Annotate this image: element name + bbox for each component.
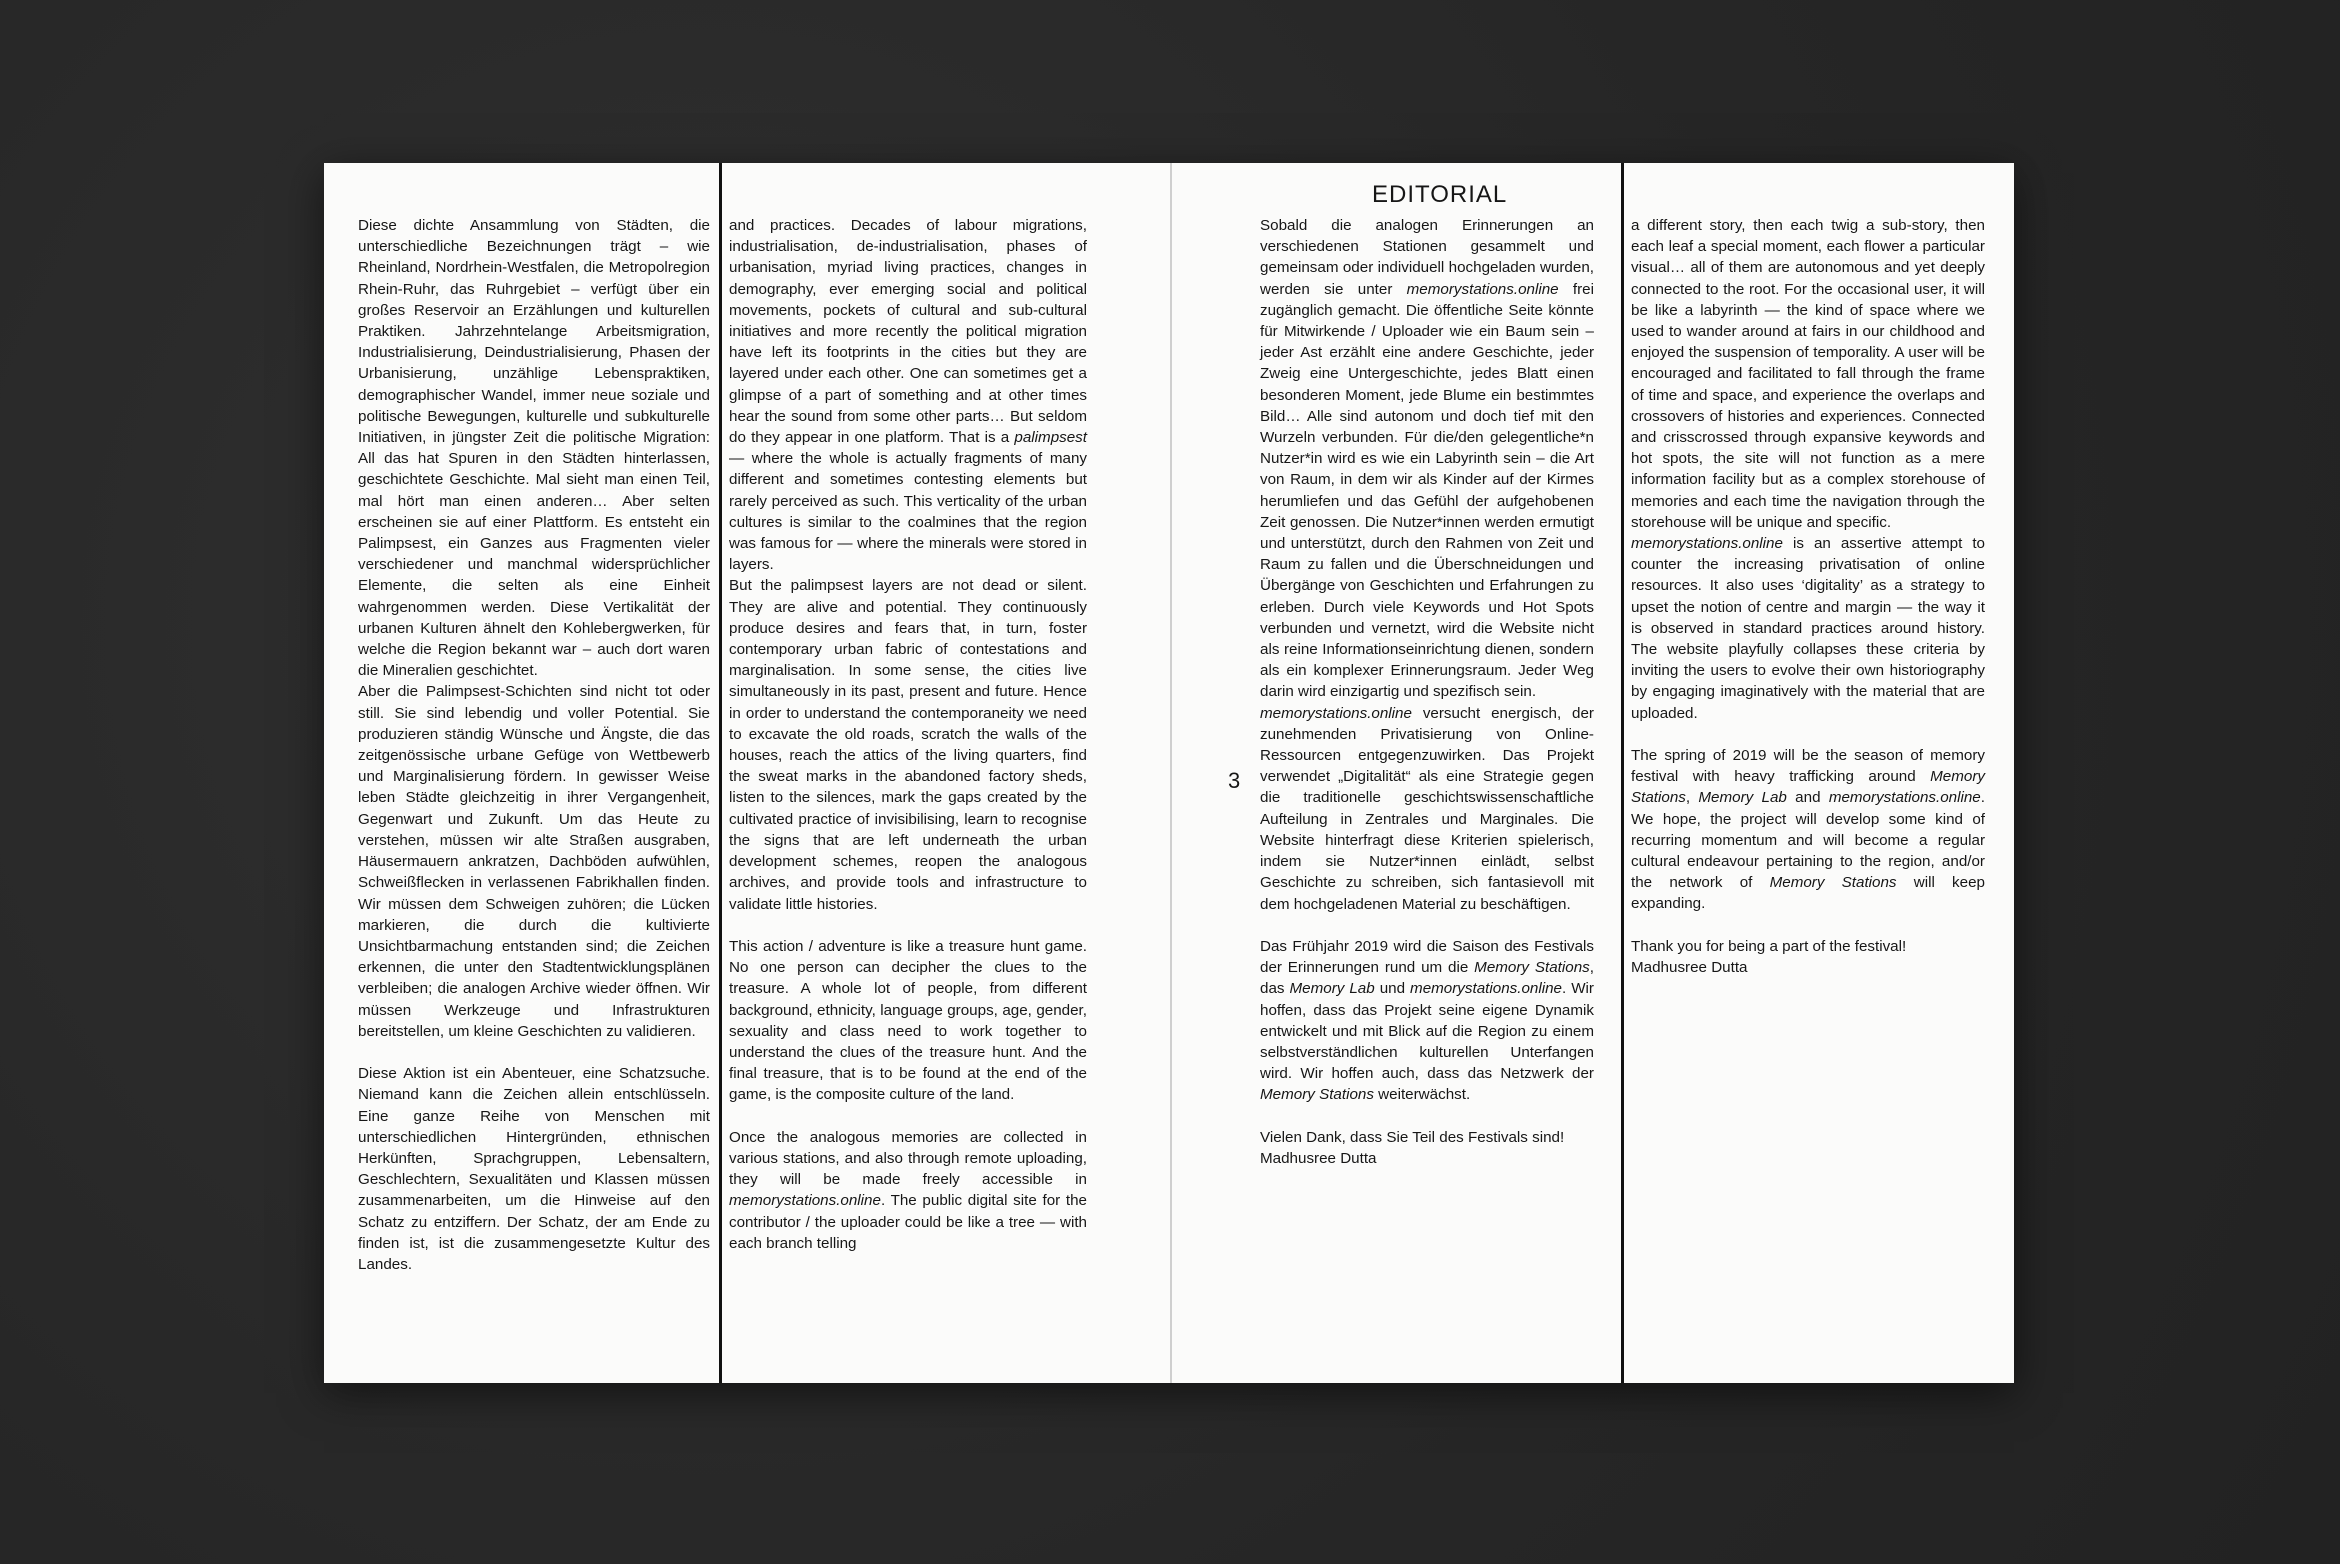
magazine-spread bbox=[324, 163, 2014, 1383]
paragraph: Diese Aktion ist ein Abenteuer, eine Schatzsuche. Niemand kann die Zeichen allein entschlüsseln. Eine ganze Reihe von Menschen mit unterschiedlichen Hintergründen, ethnischen Herkünften, Sprachgruppen, Lebensaltern, Geschlechtern, Sexualitäten und Klassen müssen zusammenarbeiten, um die Hinweise auf den Schatz zu entziffern. Der Schatz, der am Ende zu finden ist, ist die zusammengesetzte Kultur des Landes. bbox=[358, 1065, 710, 1273]
paragraph: Sobald die analogen Erinnerungen an verschiedenen Stationen gesammelt und gemeinsam oder individuell hochgeladen wurden, werden sie unter memorystations.online frei zugänglich gemacht. Die öffentliche Seite könnte für Mitwirkende / Uploader wie ein Baum sein – jeder Ast erzählt eine andere Geschichte, jeder Zweig eine Untergeschichte, jedes Blatt einen besonderen Moment, jede Blume ein bestimmtes Bild… Alle sind autonom und doch tief mit den Wurzeln verbunden. Für die/den gelegentliche*n Nutzer*in wird es wie ein Labyrinth sein – die Art von Raum, in dem wir als Kinder auf der Kirmes herumliefen und das Gefühl der aufgehobenen Zeit genossen. Die Nutzer*innen werden ermutigt und unterstützt, durch den Rahmen von Zeit und Raum zu fallen und die Überschneidungen und Übergänge von Geschichten und Erfahrungen zu erleben. Durch viele Keywords und Hot Spots verbunden und vernetzt, wird die Website nicht als reine Informationseinrichtung dienen, sondern als ein komplexer Erinnerungsraum. Jeder Weg darin wird einzigartig und spezifisch sein. bbox=[1260, 217, 1594, 701]
column-rule-right bbox=[1621, 163, 1624, 1383]
center-gutter bbox=[1170, 163, 1172, 1383]
thanks-line: Thank you for being a part of the festival! bbox=[1631, 937, 1907, 955]
column-rule-left bbox=[719, 163, 722, 1383]
column-english-editorial bbox=[1631, 215, 1985, 978]
thanks-line: Vielen Dank, dass Sie Teil des Festivals sind! bbox=[1260, 1128, 1565, 1146]
paragraph: memorystations.online versucht energisch, der zunehmenden Privatisierung von Online-Ressourcen entgegenzuwirken. Das Projekt verwendet „Digitalität“ als eine Strategie gegen die traditionelle geschichtswissenschaftliche Aufteilung in Zentrales und Marginales. Die Website hinterfragt diese Kriterien spielerisch, indem sie Nutzer*innen einlädt, selbst Geschichte zu schreiben, sich fantasievoll mit dem hochgeladenen Material zu beschäftigen. bbox=[1260, 704, 1594, 913]
paragraph: The spring of 2019 will be the season of memory festival with heavy trafficking around Memory Stations, Memory Lab and memorystations.online. We hope, the project will develop some kind of recurring momentum and will become a regular cultural endeavour pertaining to the region, and/or the network of Memory Stations will keep expanding. bbox=[1631, 747, 1985, 913]
column-german-editorial bbox=[1260, 215, 1594, 1169]
paragraph: Diese dichte Ansammlung von Städten, die unterschiedliche Bezeichnungen trägt – wie Rheinland, Nordrhein-Westfalen, die Metropolregion Rhein-Ruhr, das Ruhrgebiet – verfügt über ein großes Reservoir an Erzählungen und kulturellen Praktiken. Jahrzehntelange Arbeitsmigration, Industrialisierung, Deindustrialisierung, Phasen der Urbanisierung, unzählige Lebenspraktiken, demographischer Wandel, immer neue soziale und politische Bewegungen, kulturelle und subkulturelle Initiativen, in jüngster Zeit die politische Migration: All das hat Spuren in den Städten hinterlassen, geschichtete Geschichte. Mal sieht man einen Teil, mal hört man einen anderen… Aber selten erscheinen sie auf einer Plattform. Es entsteht ein Palimpsest, ein Ganzes aus Fragmenten vieler verschiedener und manchmal widersprüchlicher Elemente, die selten als eine Einheit wahrgenommen werden. Diese Vertikalität der urbanen Kulturen ähnelt den Kohlebergwerken, für welche die Region bekannt war – auch dort waren die Mineralien geschichtet. bbox=[358, 217, 710, 680]
column-english-intro bbox=[729, 215, 1087, 1254]
paragraph: Once the analogous memories are collected in various stations, and also through remote uploading, they will be made freely accessible in memorystations.online. The public digital site for the contributor / the uploader could be like a tree — with each branch telling bbox=[729, 1128, 1087, 1252]
page-title: EDITORIAL bbox=[1372, 181, 1508, 208]
paragraph: memorystations.online is an assertive attempt to counter the increasing privatisation of online resources. It also uses ‘digitality’ as a strategy to upset the notion of centre and margin — the way it is observed in standard practices around history. The website playfully collapses these criteria by inviting the users to evolve their own historiography by engaging imaginatively with the material that are uploaded. bbox=[1631, 535, 1985, 722]
signature: Madhusree Dutta bbox=[1631, 959, 1748, 977]
column-german-intro bbox=[358, 215, 710, 1275]
paragraph: a different story, then each twig a sub-story, then each leaf a special moment, each flower a particular visual… all of them are autonomous and yet deeply connected to the root. For the occasional user, it will be like a labyrinth — the kind of space where we used to wander around at fairs in our childhood and enjoyed the suspension of temporality. A user will be encouraged and facilitated to fall through the frame of time and space, and experience the overlaps and crossovers of histories and experiences. Connected and crisscrossed through expansive keywords and hot spots, the site will not function as a mere information facility but as a complex storehouse of memories and each time the navigation through the storehouse will be unique and specific. bbox=[1631, 217, 1985, 531]
signature: Madhusree Dutta bbox=[1260, 1149, 1377, 1167]
paragraph: and practices. Decades of labour migrations, industrialisation, de-industrialisation, phases of urbanisation, myriad living practices, changes in demography, ever emerging social and political movements, pockets of cultural and sub-cultural initiatives and more recently the political migration have left its footprints in the cities but they are layered under each other. One can sometimes get a glimpse of a part of something and at other times hear the sound from some other parts… But seldom do they appear in one platform. That is a palimpsest — where the whole is actually fragments of many different and sometimes contesting elements but rarely perceived as such. This verticality of the urban cultures is similar to the coalmines that the region was famous for — where the minerals were stored in layers. bbox=[729, 217, 1087, 574]
paragraph: But the palimpsest layers are not dead or silent. They are alive and potential. They continuously produce desires and fears that, in turn, foster contemporary urban fabric of contestations and marginalisation. In some sense, the cities live simultaneously in its past, present and future. Hence in order to understand the contemporaneity we need to excavate the old roads, scratch the walls of the houses, reach the attics of the living quarters, find the sweat marks in the abandoned factory sheds, listen to the silences, mark the gaps created by the cultivated practice of invisibilising, learn to recognise the signs that are left underneath the urban development schemes, reopen the analogous archives, and provide tools and infrastructure to validate little histories. bbox=[729, 577, 1087, 913]
paragraph: This action / adventure is like a treasure hunt game. No one person can decipher the clues to the treasure. A whole lot of people, from different background, ethnicity, language groups, age, gender, sexuality and class need to work together to understand the clues of the treasure hunt. And the final treasure, that is to be found at the end of the game, is the composite culture of the land. bbox=[729, 937, 1087, 1104]
paragraph: Das Frühjahr 2019 wird die Saison des Festivals der Erinnerungen rund um die Memory Stations, das Memory Lab und memorystations.online. Wir hoffen, dass das Projekt seine eigene Dynamik entwickelt und mit Blick auf die Region zu einem selbstverständlichen kulturellen Unterfangen wird. Wir hoffen auch, dass das Netzwerk der Memory Stations weiterwächst. bbox=[1260, 937, 1594, 1104]
page-number: 3 bbox=[1228, 768, 1241, 793]
paragraph: Aber die Palimpsest-Schichten sind nicht tot oder still. Sie sind lebendig und voller Potential. Sie produzieren ständig Wünsche und Ängste, die das zeitgenössische urbane Gefüge von Wettbewerb und Marginalisierung fördern. In gewisser Weise leben Städte gleichzeitig in ihrer Vergangenheit, Gegenwart und Zukunft. Um das Heute zu verstehen, müssen wir alte Straßen ausgraben, Häusermauern ankratzen, Dachböden aufwühlen, Schweißflecken in verlassenen Fabrikhallen finden. Wir müssen dem Schweigen zuhören; die Lücken markieren, die durch die kultivierte Unsichtbarmachung entstanden sind; die Zeichen erkennen, die unter den Stadtentwicklungsplänen verbleiben; die analogen Archive wieder öffnen. Wir müssen Werkzeuge und Infrastrukturen bereitstellen, um kleine Geschichten zu validieren. bbox=[358, 683, 710, 1040]
